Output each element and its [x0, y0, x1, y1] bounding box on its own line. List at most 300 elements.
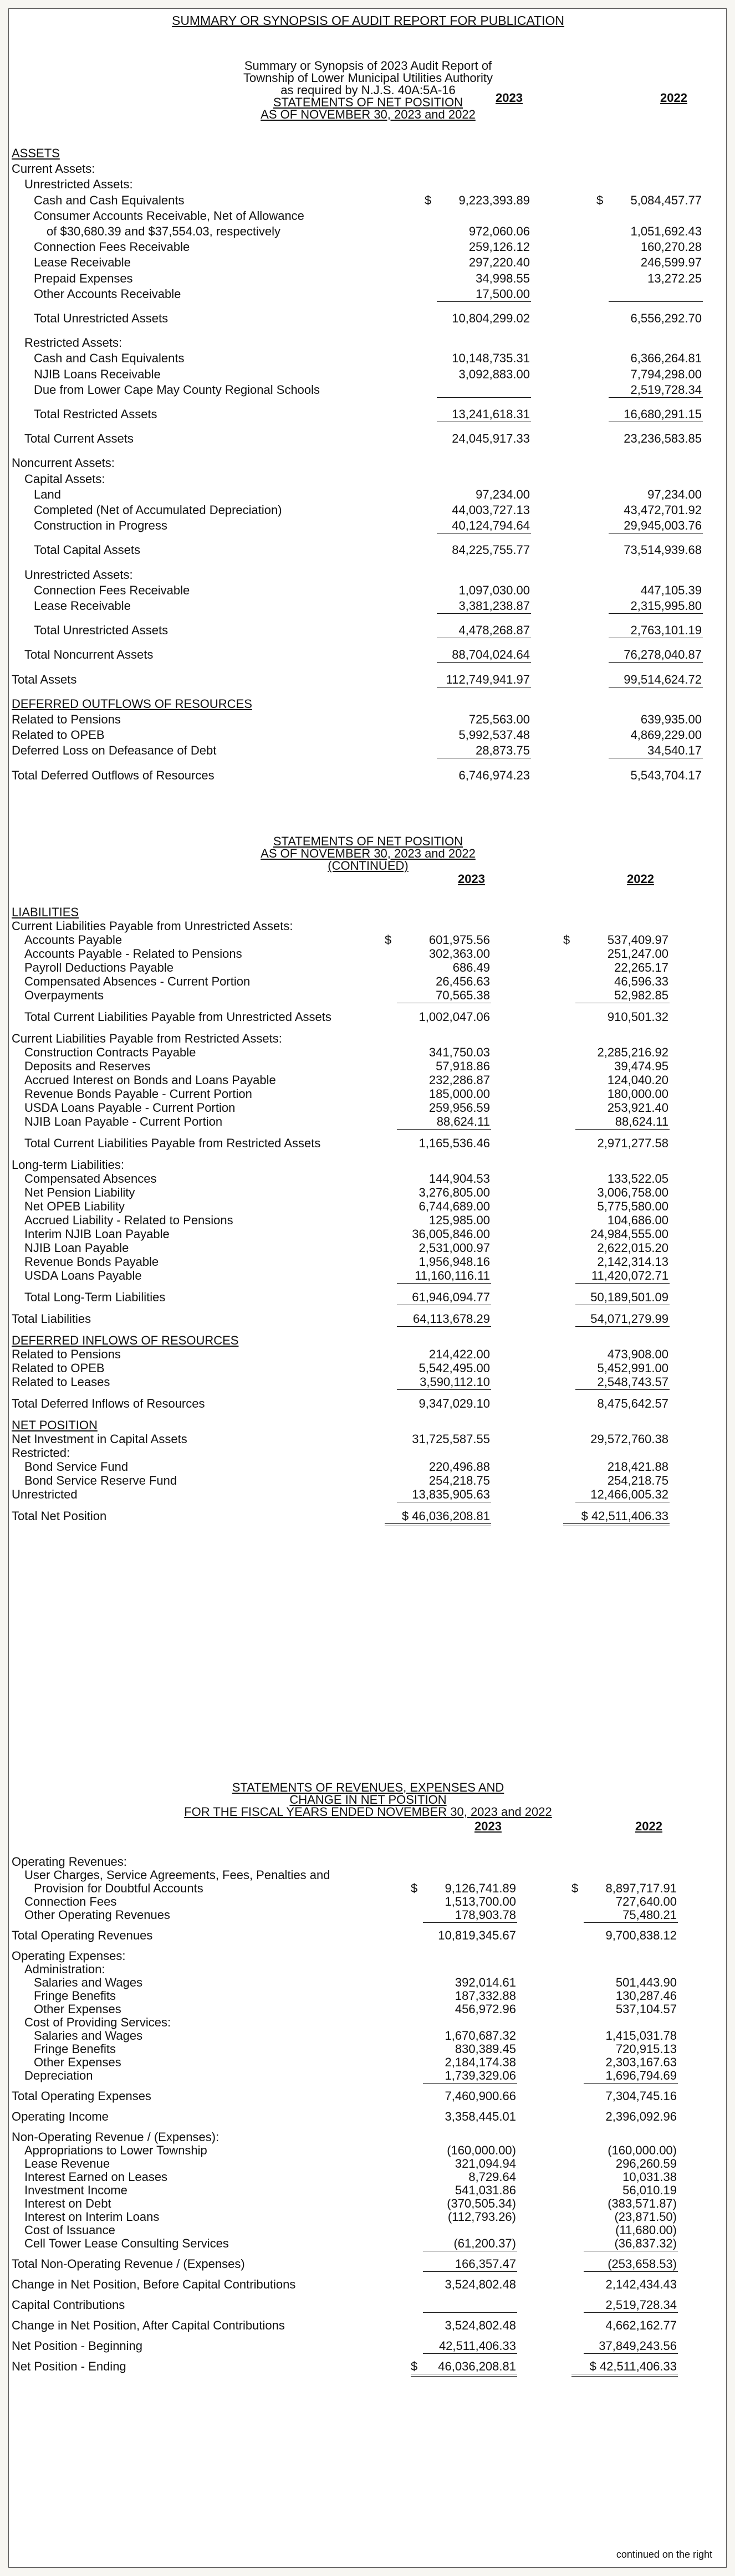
- statement-row: [9, 336, 727, 350]
- statement-row: [9, 1509, 727, 1523]
- row-value: (383,571.87): [608, 2197, 677, 2210]
- statement-row: [9, 2042, 727, 2056]
- row-value: 2,519,728.34: [605, 2298, 677, 2312]
- row-value: 686.49: [452, 961, 490, 974]
- statement-row: [9, 543, 727, 557]
- statement-row: [9, 456, 727, 470]
- statement-row: [9, 583, 727, 598]
- statement-row: [9, 1949, 727, 1963]
- row-label: Connection Fees Receivable: [34, 583, 190, 597]
- statement-row: [9, 1087, 727, 1101]
- row-label: Total Capital Assets: [34, 543, 140, 557]
- row-label: Fringe Benefits: [34, 1989, 116, 2003]
- statement-row: [9, 933, 727, 947]
- section-heading-line: STATEMENTS OF NET POSITION: [273, 834, 463, 848]
- row-value: 537,409.97: [607, 933, 668, 947]
- row-label: Construction in Progress: [34, 519, 167, 532]
- row-value: 34,540.17: [647, 743, 702, 757]
- statement-row: [9, 1487, 727, 1502]
- row-label: Interest on Interim Loans: [24, 2210, 160, 2224]
- row-value: 97,234.00: [647, 488, 702, 501]
- row-value: 473,908.00: [607, 1347, 668, 1361]
- row-value: 28,873.75: [476, 743, 530, 757]
- row-label: Accounts Payable: [24, 933, 122, 947]
- row-label: Bond Service Fund: [24, 1460, 129, 1474]
- row-value: 254,218.75: [607, 1474, 668, 1487]
- row-label: Total Net Position: [12, 1509, 107, 1523]
- row-label: Payroll Deductions Payable: [24, 961, 174, 974]
- continued-note: continued on the right: [616, 2549, 712, 2560]
- row-value: (160,000.00): [447, 2143, 516, 2157]
- statement-row: [9, 974, 727, 989]
- row-value: 75,480.21: [622, 1908, 677, 1922]
- row-label: Interim NJIB Loan Payable: [24, 1227, 170, 1241]
- row-value: 1,002,047.06: [418, 1010, 490, 1024]
- statement-row: [9, 488, 727, 502]
- statement-row: [9, 568, 727, 582]
- row-value: 2,519,728.34: [630, 383, 702, 397]
- statement-row: [9, 1895, 727, 1909]
- row-label: Total Deferred Outflows of Resources: [12, 768, 215, 782]
- row-value: 1,051,692.43: [630, 224, 702, 238]
- row-value: 84,225,755.77: [452, 543, 530, 557]
- row-label: Net Position - Beginning: [12, 2339, 143, 2353]
- row-label: Total Unrestricted Assets: [34, 623, 169, 637]
- row-value: (61,200.37): [453, 2236, 516, 2250]
- row-label: Total Liabilities: [12, 1312, 91, 1326]
- statement-row: [9, 905, 727, 920]
- statement-row: [9, 1255, 727, 1269]
- statement-row: [9, 503, 727, 517]
- row-label: Revenue Bonds Payable - Current Portion: [24, 1087, 252, 1101]
- row-label: Provision for Doubtful Accounts: [34, 1881, 203, 1895]
- row-value: 54,071,279.99: [590, 1312, 668, 1326]
- statement-row: [9, 383, 727, 397]
- row-value: 178,903.78: [455, 1908, 516, 1922]
- statement-row: [9, 599, 727, 613]
- row-value: 50,189,501.09: [590, 1290, 668, 1304]
- statement-row: [9, 1136, 727, 1151]
- underline-rule: [584, 2312, 678, 2313]
- row-value: 13,272.25: [647, 271, 702, 285]
- row-value: 24,984,555.00: [590, 1227, 668, 1241]
- row-value: 2,315,995.80: [630, 599, 702, 613]
- row-value: (36,837.32): [614, 2236, 677, 2250]
- row-label: Capital Assets:: [24, 472, 105, 486]
- statement-row: [9, 193, 727, 208]
- row-label: Related to OPEB: [12, 728, 105, 742]
- row-label: Due from Lower Cape May County Regional Schools: [34, 383, 320, 397]
- statement-row: [9, 224, 727, 239]
- row-value: 180,000.00: [607, 1087, 668, 1101]
- row-value: 16,680,291.15: [624, 407, 702, 421]
- row-value: 5,084,457.77: [630, 193, 702, 207]
- row-value: 11,160,116.11: [415, 1269, 490, 1282]
- row-label: Connection Fees: [24, 1895, 117, 1908]
- row-value: $ 46,036,208.81: [401, 1509, 490, 1523]
- section-heading-line: Township of Lower Municipal Utilities Authority: [243, 71, 493, 85]
- row-label: Cash and Cash Equivalents: [34, 351, 185, 365]
- row-label: Total Restricted Assets: [34, 407, 157, 421]
- row-value: 972,060.06: [468, 224, 530, 238]
- statement-row: [9, 2015, 727, 2030]
- row-label: Compensated Absences - Current Portion: [24, 974, 251, 988]
- row-value: 7,794,298.00: [630, 367, 702, 381]
- row-value: 501,443.90: [615, 1975, 677, 1989]
- underline-rule: [584, 2271, 678, 2272]
- statement-row: [9, 1227, 727, 1241]
- row-value: 88,704,024.64: [452, 648, 530, 661]
- row-value: 4,869,229.00: [630, 728, 702, 742]
- row-label: Noncurrent Assets:: [12, 456, 115, 470]
- row-value: 296,260.59: [615, 2157, 677, 2170]
- row-value: 341,750.03: [428, 1045, 490, 1059]
- row-value: 166,357.47: [455, 2257, 516, 2271]
- statement-row: [9, 1073, 727, 1087]
- section-heading-line: STATEMENTS OF NET POSITION: [273, 95, 463, 109]
- row-label: Operating Revenues:: [12, 1855, 127, 1869]
- row-value: 31,725,587.55: [412, 1432, 490, 1446]
- row-value: 3,358,445.01: [445, 2110, 516, 2123]
- row-value: 254,218.75: [428, 1474, 490, 1487]
- row-label: Salaries and Wages: [34, 1975, 143, 1989]
- row-value: $ 42,511,406.33: [581, 1509, 668, 1523]
- row-value: 6,744,689.00: [418, 1199, 490, 1213]
- row-label: Related to Pensions: [12, 712, 121, 726]
- statement-row: [9, 351, 727, 366]
- statement-row: [9, 1962, 727, 1977]
- row-value: 259,956.59: [428, 1101, 490, 1115]
- row-label: ASSETS: [12, 146, 60, 160]
- row-value: 9,347,029.10: [418, 1397, 490, 1410]
- row-label: USDA Loans Payable - Current Portion: [24, 1101, 236, 1115]
- statement-row: [9, 177, 727, 192]
- row-label: Lease Receivable: [34, 599, 131, 613]
- statement-row: [9, 1199, 727, 1214]
- row-value: 125,985.00: [428, 1213, 490, 1227]
- statement-row: [9, 1059, 727, 1074]
- row-value: 220,496.88: [428, 1460, 490, 1474]
- currency-symbol: $: [411, 2359, 418, 2373]
- statement-row: [9, 1115, 727, 1129]
- row-label: NJIB Loan Payable: [24, 1241, 129, 1255]
- statement-row: [9, 1397, 727, 1411]
- statement-row: [9, 623, 727, 638]
- row-label: Accrued Interest on Bonds and Loans Payable: [24, 1073, 276, 1087]
- row-label: Total Assets: [12, 673, 77, 686]
- row-value: 1,415,031.78: [605, 2029, 677, 2043]
- underline-rule: [397, 1389, 491, 1390]
- year-column-header: 2022: [660, 91, 687, 105]
- currency-symbol: $: [563, 933, 570, 947]
- currency-symbol: $: [411, 1881, 418, 1895]
- title-divider: [196, 25, 540, 26]
- underline-rule: [397, 1283, 491, 1284]
- row-value: 17,500.00: [476, 287, 530, 301]
- section-heading-line: (CONTINUED): [328, 859, 409, 873]
- row-value: 29,572,760.38: [590, 1432, 668, 1446]
- row-value: 187,332.88: [455, 1989, 516, 2003]
- statement-row: [9, 311, 727, 326]
- row-label: Total Non-Operating Revenue / (Expenses): [12, 2257, 245, 2271]
- row-value: 2,763,101.19: [630, 623, 702, 637]
- statement-row: [9, 432, 727, 446]
- row-label: Related to Leases: [12, 1375, 110, 1389]
- row-label: Capital Contributions: [12, 2298, 125, 2312]
- row-value: 1,165,536.46: [418, 1136, 490, 1150]
- year-column-header: 2023: [496, 91, 523, 105]
- underline-rule: [575, 1389, 670, 1390]
- row-value: 12,466,005.32: [590, 1487, 668, 1501]
- row-value: 39,474.95: [614, 1059, 668, 1073]
- statement-row: [9, 2110, 727, 2124]
- row-value: 253,921.40: [607, 1101, 668, 1115]
- statement-row: [9, 2298, 727, 2312]
- currency-symbol: $: [385, 933, 392, 947]
- statement-row: [9, 2069, 727, 2083]
- statement-row: [9, 2143, 727, 2158]
- row-value: 456,972.96: [455, 2002, 516, 2016]
- statement-row: [9, 519, 727, 533]
- row-label: Interest Earned on Leases: [24, 2170, 168, 2184]
- row-value: 830,389.45: [455, 2042, 516, 2056]
- row-value: 246,599.97: [640, 255, 702, 269]
- row-label: DEFERRED INFLOWS OF RESOURCES: [12, 1333, 239, 1347]
- row-label: LIABILITIES: [12, 905, 79, 919]
- statement-row: [9, 1172, 727, 1186]
- underline-rule: [584, 2083, 678, 2084]
- row-value: 302,363.00: [428, 947, 490, 961]
- row-label: Appropriations to Lower Township: [24, 2143, 207, 2157]
- statement-row: [9, 1446, 727, 1460]
- row-value: 601,975.56: [428, 933, 490, 947]
- row-label: Cost of Issuance: [24, 2223, 115, 2237]
- statement-row: [9, 1375, 727, 1389]
- row-value: (11,680.00): [615, 2223, 677, 2237]
- row-value: 44,003,727.13: [452, 503, 530, 517]
- row-value: 40,124,794.64: [452, 519, 530, 532]
- row-label: USDA Loans Payable: [24, 1269, 142, 1282]
- statement-row: [9, 162, 727, 176]
- row-value: 2,548,743.57: [597, 1375, 668, 1389]
- row-value: $ 42,511,406.33: [589, 2359, 677, 2373]
- statement-row: [9, 146, 727, 161]
- row-value: 910,501.32: [607, 1010, 668, 1024]
- row-value: 297,220.40: [468, 255, 530, 269]
- statement-row: [9, 1333, 727, 1348]
- row-value: 52,982.85: [614, 988, 668, 1002]
- statement-row: [9, 255, 727, 270]
- statement-row: [9, 2339, 727, 2353]
- row-label: DEFERRED OUTFLOWS OF RESOURCES: [12, 697, 252, 711]
- row-value: 1,739,329.06: [445, 2069, 516, 2082]
- row-label: Related to Pensions: [12, 1347, 121, 1361]
- row-value: 720,915.13: [615, 2042, 677, 2056]
- statement-row: [9, 2318, 727, 2333]
- row-value: 2,622,015.20: [597, 1241, 668, 1255]
- row-value: 9,223,393.89: [458, 193, 530, 207]
- row-label: Restricted:: [12, 1446, 70, 1460]
- row-value: 2,142,434.43: [605, 2277, 677, 2291]
- row-value: 124,040.20: [607, 1073, 668, 1087]
- row-value: 251,247.00: [607, 947, 668, 961]
- statement-row: [9, 2257, 727, 2271]
- row-label: Deferred Loss on Defeasance of Debt: [12, 743, 217, 757]
- underline-rule: [609, 613, 703, 614]
- row-value: 23,236,583.85: [624, 432, 702, 445]
- row-label: Current Liabilities Payable from Restricted Assets:: [12, 1032, 282, 1045]
- row-label: Unrestricted: [12, 1487, 78, 1501]
- row-value: 36,005,846.00: [412, 1227, 490, 1241]
- row-value: 22,265.17: [614, 961, 668, 974]
- statement-row: [9, 2170, 727, 2184]
- row-label: Current Liabilities Payable from Unrestricted Assets:: [12, 919, 293, 933]
- row-label: Net Position - Ending: [12, 2359, 126, 2373]
- row-label: Net Investment in Capital Assets: [12, 1432, 187, 1446]
- underline-rule: [437, 613, 531, 614]
- row-label: Cost of Providing Services:: [24, 2015, 171, 2029]
- row-value: 46,036,208.81: [438, 2359, 516, 2373]
- row-label: Change in Net Position, Before Capital Contributions: [12, 2277, 296, 2291]
- double-underline-rule: [411, 2374, 517, 2377]
- row-value: 64,113,678.29: [412, 1312, 490, 1326]
- statement-row: [9, 2236, 727, 2251]
- row-value: 61,946,094.77: [412, 1290, 490, 1304]
- row-value: 1,097,030.00: [458, 583, 530, 597]
- row-value: 8,475,642.57: [597, 1397, 668, 1410]
- row-label: Long-term Liabilities:: [12, 1158, 124, 1172]
- underline-rule: [397, 1129, 491, 1130]
- row-label: Revenue Bonds Payable: [24, 1255, 159, 1269]
- row-label: Total Deferred Inflows of Resources: [12, 1397, 205, 1410]
- row-value: 232,286.87: [428, 1073, 490, 1087]
- row-value: (160,000.00): [608, 2143, 677, 2157]
- row-value: 2,184,174.38: [445, 2055, 516, 2069]
- row-value: 26,456.63: [436, 974, 490, 988]
- statement-row: [9, 961, 727, 975]
- row-value: 97,234.00: [476, 488, 530, 501]
- row-value: 10,148,735.31: [452, 351, 530, 365]
- statement-row: [9, 1241, 727, 1255]
- statement-row: [9, 2002, 727, 2016]
- row-label: Interest on Debt: [24, 2197, 111, 2210]
- statement-row: [9, 2157, 727, 2171]
- report-title: SUMMARY OR SYNOPSIS OF AUDIT REPORT FOR PUBLICATION: [171, 13, 565, 28]
- statement-row: [9, 768, 727, 783]
- statement-row: [9, 2223, 727, 2238]
- row-label: Total Long-Term Liabilities: [24, 1290, 166, 1304]
- row-label: of $30,680.39 and $37,554.03, respectively: [47, 224, 280, 238]
- row-label: Related to OPEB: [12, 1361, 105, 1375]
- row-label: NJIB Loan Payable - Current Portion: [24, 1115, 223, 1128]
- currency-symbol: $: [596, 193, 604, 207]
- row-label: Accounts Payable - Related to Pensions: [24, 947, 242, 961]
- row-value: 3,524,802.48: [445, 2277, 516, 2291]
- year-column-header: 2023: [458, 872, 485, 886]
- statement-row: [9, 1213, 727, 1228]
- statement-row: [9, 1032, 727, 1046]
- row-value: 259,126.12: [468, 240, 530, 254]
- underline-rule: [423, 2271, 517, 2272]
- row-value: 88,624.11: [615, 1115, 668, 1128]
- underline-rule: [575, 1283, 670, 1284]
- row-value: 4,662,162.77: [605, 2318, 677, 2332]
- statement-row: [9, 1045, 727, 1060]
- underline-rule: [609, 301, 703, 302]
- row-value: 8,729.64: [468, 2170, 516, 2184]
- statement-row: [9, 728, 727, 742]
- row-label: Non-Operating Revenue / (Expenses):: [12, 2130, 220, 2144]
- row-label: Total Unrestricted Assets: [34, 311, 169, 325]
- statement-row: [9, 407, 727, 422]
- underline-rule: [423, 2353, 517, 2354]
- statement-row: [9, 1418, 727, 1433]
- row-value: 73,514,939.68: [624, 543, 702, 557]
- row-value: 2,396,092.96: [605, 2110, 677, 2123]
- statement-row: [9, 697, 727, 711]
- row-value: 3,590,112.10: [420, 1375, 490, 1389]
- row-value: 88,624.11: [436, 1115, 490, 1128]
- row-value: 10,819,345.67: [438, 1928, 516, 1942]
- row-label: Other Operating Revenues: [24, 1908, 170, 1922]
- underline-rule: [609, 397, 703, 398]
- row-label: Other Expenses: [34, 2002, 121, 2016]
- row-value: 3,381,238.87: [458, 599, 530, 613]
- row-value: 725,563.00: [468, 712, 530, 726]
- year-column-header: 2022: [627, 872, 654, 886]
- row-label: Unrestricted Assets:: [24, 568, 133, 582]
- row-label: Total Current Assets: [24, 432, 134, 445]
- row-value: 218,421.88: [607, 1460, 668, 1474]
- underline-rule: [423, 2312, 517, 2313]
- statement-row: [9, 2130, 727, 2144]
- row-value: 133,522.05: [607, 1172, 668, 1186]
- row-value: 10,804,299.02: [452, 311, 530, 325]
- statement-row: [9, 1881, 727, 1896]
- double-underline-rule: [571, 2374, 678, 2377]
- row-value: 130,287.46: [615, 1989, 677, 2003]
- row-value: 9,700,838.12: [605, 1928, 677, 1942]
- underline-rule: [575, 1326, 670, 1327]
- statement-row: [9, 1975, 727, 1990]
- row-label: Cell Tower Lease Consulting Services: [24, 2236, 229, 2250]
- row-value: 5,992,537.48: [458, 728, 530, 742]
- row-value: 6,556,292.70: [630, 311, 702, 325]
- row-value: 7,460,900.66: [445, 2089, 516, 2103]
- row-label: Fringe Benefits: [34, 2042, 116, 2056]
- underline-rule: [609, 662, 703, 663]
- section-heading-line: FOR THE FISCAL YEARS ENDED NOVEMBER 30, 2023 and 2022: [184, 1805, 552, 1819]
- underline-rule: [584, 2353, 678, 2354]
- row-label: Connection Fees Receivable: [34, 240, 190, 254]
- row-value: (370,505.34): [447, 2197, 516, 2210]
- year-column-header: 2022: [635, 1819, 662, 1833]
- row-label: Construction Contracts Payable: [24, 1045, 196, 1059]
- row-label: Investment Income: [24, 2183, 127, 2197]
- underline-rule: [575, 1129, 670, 1130]
- statement-row: [9, 240, 727, 254]
- row-value: 392,014.61: [455, 1975, 516, 1989]
- row-value: 144,904.53: [428, 1172, 490, 1186]
- row-label: Current Assets:: [12, 162, 95, 176]
- row-label: Cash and Cash Equivalents: [34, 193, 185, 207]
- double-underline-rule: [385, 1523, 491, 1526]
- row-value: 1,670,687.32: [445, 2029, 516, 2043]
- row-value: 42,511,406.33: [438, 2339, 516, 2353]
- row-value: 5,543,704.17: [630, 768, 702, 782]
- audit-report-page: [8, 8, 727, 2568]
- statement-row: [9, 1347, 727, 1362]
